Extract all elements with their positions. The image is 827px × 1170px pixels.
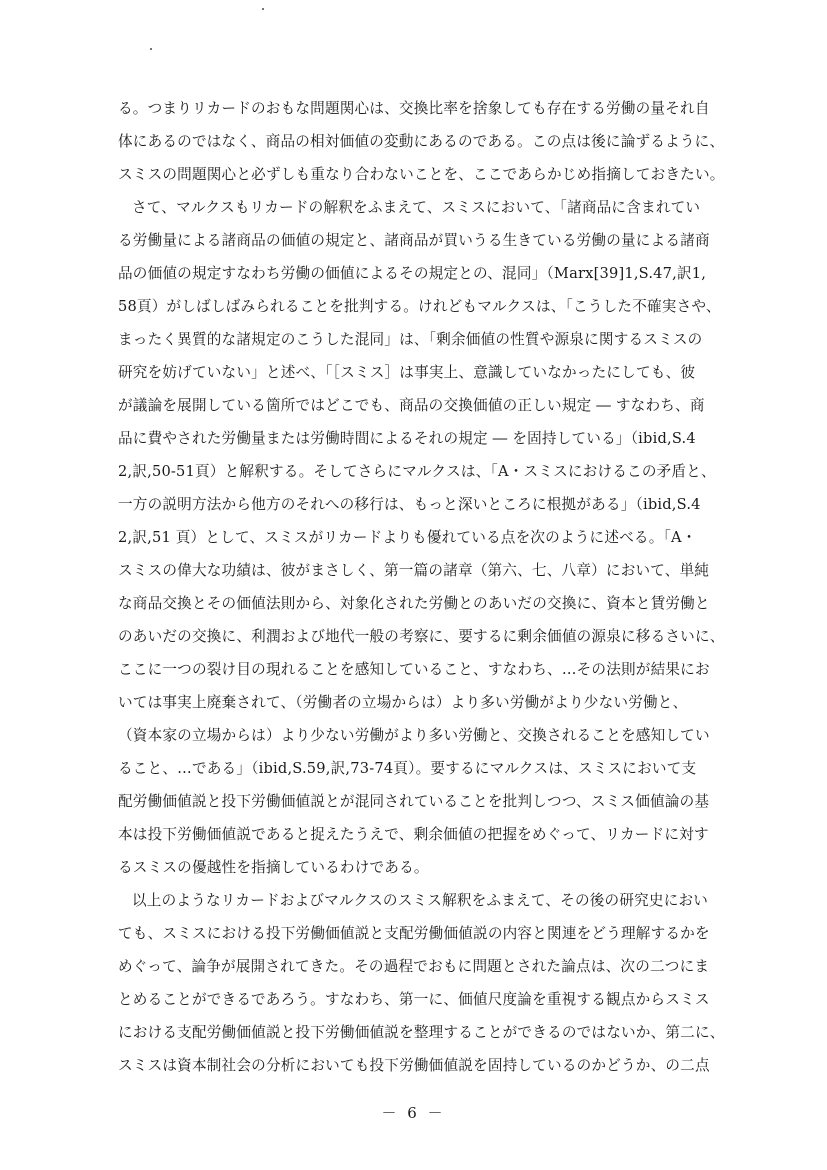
- text-line: ること、…である」（ibid,S.59,訳,73-74頁）。要するにマルクスは、スミスにおいて支: [118, 760, 697, 777]
- text-line: 本は投下労働価値説であると捉えたうえで、剰余価値の把握をめぐって、リカードに対す: [118, 826, 709, 843]
- text-line: とめることができるであろう。すなわち、第一に、価値尺度論を重視する観点からスミス: [118, 991, 710, 1008]
- text-line: な商品交換とその価値法則から、対象化された労働とのあいだの交換に、資本と賃労働と: [118, 595, 710, 612]
- text-line: （資本家の立場からは）より少ない労働がより多い労働と、交換されることを感知してい: [118, 727, 710, 744]
- text-line: のあいだの交換に、利潤および地代一般の考察に、要するに剰余価値の源泉に移るさいに、: [118, 628, 725, 645]
- text-line: 体にあるのではなく、商品の相対価値の変動にあるのである。この点は後に論ずるように、: [118, 133, 725, 150]
- text-line: いては事実上廃棄されて、（労働者の立場からは）より多い労働がより少ない労働と、: [118, 694, 688, 711]
- text-line: スミスの問題関心と必ずしも重なり合わないことを、ここであらかじめ指摘しておきたい。: [118, 166, 725, 183]
- page-number: － 6 －: [381, 1104, 446, 1122]
- text-line: 以上のようなリカードおよびマルクスのスミス解釈をふまえて、その後の研究史におい: [132, 892, 709, 909]
- text-line: 研究を妨げていない」と述べ、「［スミス］は事実上、意識していなかったにしても、彼: [118, 364, 696, 381]
- text-line: 品の価値の規定すなわち労働の価値によるその規定との、混同」（Marx[39]1,S.47,訳1,: [118, 265, 707, 282]
- scan-speck: [150, 48, 152, 50]
- text-line: 一方の説明方法から他方のそれへの移行は、もっと深いところに根拠がある」（ibid,S.4: [118, 496, 701, 513]
- text-line: 配労働価値説と投下労働価値説とが混同されていることを批判しつつ、スミス価値論の基: [118, 793, 710, 810]
- text-line: るスミスの優越性を指摘しているわけである。: [118, 859, 429, 876]
- text-line: 2,訳,51 頁）として、スミスがリカードよりも優れている点を次のように述べる。「A・: [118, 529, 697, 546]
- text-line: まったく異質的な諸規定のこうした混同」は、「剰余価値の性質や源泉に関するスミスの: [118, 331, 703, 348]
- text-line: ても、スミスにおける投下労働価値説と支配労働価値説の内容と関連をどう理解するかを: [118, 925, 710, 942]
- scan-speck: [262, 8, 264, 10]
- text-line: 58頁）がしばしばみられることを批判する。けれどもマルクスは、「こうした不確実さや、: [118, 298, 721, 315]
- text-line: めぐって、論争が展開されてきた。その過程でおもに問題とされた論点は、次の二つにま: [118, 958, 710, 975]
- text-line: ここに一つの裂け目の現れることを感知していること、すなわち、…その法則が結果にお: [118, 661, 710, 678]
- text-line: スミスは資本制社会の分析においても投下労働価値説を固持しているのかどうか、の二点: [118, 1057, 710, 1074]
- text-line: スミスの偉大な功績は、彼がまさしく、第一篇の諸章（第六、七、八章）において、単純: [118, 562, 710, 579]
- body-text: [118, 92, 728, 1082]
- text-line: る。つまりリカードのおもな問題関心は、交換比率を捨象しても存在する労働の量それ自: [118, 100, 710, 117]
- text-line: 2,訳,50-51頁）と解釈する。そしてさらにマルクスは、「A・スミスにおけるこの矛盾と、: [118, 463, 716, 480]
- text-line: る労働量による諸商品の価値の規定と、諸商品が買いうる生きている労働の量による諸商: [118, 232, 710, 249]
- text-line: さて、マルクスもリカードの解釈をふまえて、スミスにおいて、「諸商品に含まれてい: [132, 199, 701, 216]
- text-line: における支配労働価値説と投下労働価値説を整理することができるのではないか、第二に、: [118, 1024, 725, 1041]
- text-line: が議論を展開している箇所ではどこでも、商品の交換価値の正しい規定 ― すなわち、商: [118, 397, 705, 414]
- text-line: 品に費やされた労働量または労働時間によるそれの規定 ― を固持している」（ibid,S.4: [118, 430, 696, 447]
